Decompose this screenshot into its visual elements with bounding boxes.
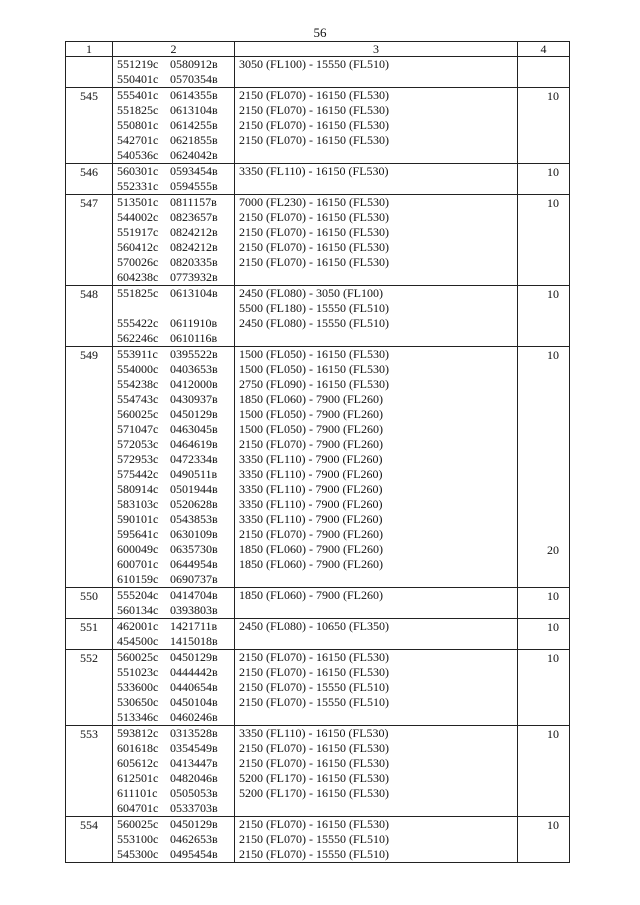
latitude: 555401с (117, 88, 159, 102)
altitude-range: 2150 (FL070) - 16150 (FL530) (239, 118, 389, 132)
longitude: 0614255в (170, 118, 218, 132)
longitude: 1421711в (170, 619, 218, 633)
coordinate-line (117, 316, 234, 331)
altitude-range: 2150 (FL070) - 16150 (FL530) (239, 665, 389, 679)
value-cell (518, 195, 570, 286)
value-cell (518, 164, 570, 195)
altitude-range: 1850 (FL060) - 7900 (FL260) (239, 588, 383, 602)
longitude: 0463045в (170, 422, 218, 436)
coordinates-cell (113, 286, 235, 347)
value-cell (518, 57, 570, 88)
value-cell (518, 726, 570, 817)
coordinates-cell (113, 588, 235, 619)
latitude: 583103с (117, 497, 159, 511)
altitude-range: 1850 (FL060) - 7900 (FL260) (239, 542, 383, 556)
coordinate-line (117, 588, 234, 603)
longitude: 0413447в (170, 756, 218, 770)
altitude-cell (235, 57, 518, 88)
latitude: 604238с (117, 270, 159, 284)
coordinate-line (117, 118, 234, 133)
table-row (66, 588, 570, 619)
coordinate-line (117, 195, 234, 210)
coordinate-line (117, 741, 234, 756)
altitude-range: 2150 (FL070) - 15550 (FL510) (239, 680, 389, 694)
altitude-range: 3350 (FL110) - 16150 (FL530) (239, 164, 389, 178)
altitude-range: 2150 (FL070) - 7900 (FL260) (239, 527, 383, 541)
latitude: 550401с (117, 72, 159, 86)
longitude: 0630109в (170, 527, 218, 541)
coordinate-line (117, 347, 234, 362)
zone-number: 552 (66, 650, 113, 726)
longitude: 0403653в (170, 362, 218, 376)
value-cell (518, 650, 570, 726)
altitude-range: 2450 (FL080) - 15550 (FL510) (239, 316, 389, 330)
latitude: 551825с (117, 103, 159, 117)
longitude: 0395522в (170, 347, 218, 361)
latitude: 600701с (117, 557, 159, 571)
latitude: 560134с (117, 603, 159, 617)
coordinate-line (117, 512, 234, 527)
value: 10 (547, 196, 559, 210)
zone-number: 550 (66, 588, 113, 619)
altitude-range: 2150 (FL070) - 7900 (FL260) (239, 437, 383, 451)
header-col-1: 1 (66, 42, 113, 57)
coordinate-line (117, 619, 234, 634)
latitude: 560301с (117, 164, 159, 178)
coordinate-line (117, 103, 234, 118)
altitude-cell (235, 650, 518, 726)
coordinates-cell (113, 726, 235, 817)
longitude: 0354549в (170, 741, 218, 755)
value: 10 (547, 287, 559, 301)
longitude: 0543853в (170, 512, 218, 526)
header-col-2: 2 (113, 42, 235, 57)
latitude: 590101с (117, 512, 159, 526)
coordinate-line (117, 57, 234, 72)
header-col-4: 4 (518, 42, 570, 57)
latitude: 551825с (117, 286, 159, 300)
coordinate-line (117, 726, 234, 741)
latitude: 551917с (117, 225, 159, 239)
latitude: 611101с (117, 786, 158, 800)
altitude-range: 2150 (FL070) - 16150 (FL530) (239, 255, 389, 269)
altitude-range: 2450 (FL080) - 3050 (FL100) (239, 286, 383, 300)
longitude: 0644954в (170, 557, 218, 571)
longitude: 0472334в (170, 452, 218, 466)
altitude-range: 3350 (FL110) - 7900 (FL260) (239, 452, 383, 466)
zone-number: 547 (66, 195, 113, 286)
latitude: 571047с (117, 422, 159, 436)
latitude: 575442с (117, 467, 159, 481)
altitude-cell (235, 88, 518, 164)
value: 10 (547, 165, 559, 179)
altitude-range: 5200 (FL170) - 16150 (FL530) (239, 786, 389, 800)
zone-number: 548 (66, 286, 113, 347)
table-row (66, 347, 570, 588)
value: 10 (547, 620, 559, 634)
coordinates-cell (113, 88, 235, 164)
coordinates-cell (113, 347, 235, 588)
longitude: 0414704в (170, 588, 218, 602)
coordinates-cell (113, 619, 235, 650)
latitude: 554000с (117, 362, 159, 376)
longitude: 0440654в (170, 680, 218, 694)
latitude: 554238с (117, 377, 159, 391)
longitude: 0580912в (170, 57, 218, 71)
coordinate-line (117, 286, 234, 301)
coordinate-line (117, 756, 234, 771)
latitude: 544002с (117, 210, 159, 224)
longitude: 0495454в (170, 847, 218, 861)
value-cell (518, 619, 570, 650)
latitude: 572953с (117, 452, 159, 466)
longitude: 0464619в (170, 437, 218, 451)
value-cell (518, 286, 570, 347)
coordinate-line (117, 164, 234, 179)
altitude-range: 7000 (FL230) - 16150 (FL530) (239, 195, 389, 209)
value-cell (518, 588, 570, 619)
altitude-range: 1850 (FL060) - 7900 (FL260) (239, 557, 383, 571)
latitude: 550801с (117, 118, 159, 132)
latitude: 610159с (117, 572, 159, 586)
coordinate-line (117, 210, 234, 225)
latitude: 530650с (117, 695, 159, 709)
altitude-cell (235, 164, 518, 195)
altitude-range: 2150 (FL070) - 16150 (FL530) (239, 210, 389, 224)
table-row (66, 619, 570, 650)
longitude: 0613104в (170, 103, 218, 117)
latitude: 612501с (117, 771, 159, 785)
coordinate-line (117, 362, 234, 377)
airspace-table (65, 41, 570, 863)
longitude: 0593454в (170, 164, 218, 178)
longitude: 0610116в (170, 331, 218, 345)
altitude-cell (235, 588, 518, 619)
table-row (66, 726, 570, 817)
altitude-range: 3350 (FL110) - 7900 (FL260) (239, 512, 383, 526)
value: 10 (547, 348, 559, 362)
latitude: 533600с (117, 680, 159, 694)
latitude: 553911с (117, 347, 158, 361)
coordinate-line (117, 240, 234, 255)
coordinate-line (117, 786, 234, 801)
coordinate-line (117, 148, 234, 163)
coordinate-line (117, 710, 234, 725)
coordinate-line (117, 497, 234, 512)
value-cell (518, 347, 570, 588)
coordinate-line (117, 695, 234, 710)
table-row (66, 164, 570, 195)
longitude: 0450129в (170, 650, 218, 664)
latitude: 551023с (117, 665, 159, 679)
altitude-cell (235, 195, 518, 286)
latitude: 555422с (117, 316, 159, 330)
longitude: 0533703в (170, 801, 218, 815)
table-body (66, 57, 570, 863)
latitude: 551219с (117, 57, 159, 71)
coordinate-line (117, 527, 234, 542)
coordinate-line (117, 452, 234, 467)
altitude-range: 1500 (FL050) - 16150 (FL530) (239, 362, 389, 376)
coordinate-line (117, 634, 234, 649)
altitude-range: 2150 (FL070) - 16150 (FL530) (239, 225, 389, 239)
altitude-range: 2150 (FL070) - 16150 (FL530) (239, 133, 389, 147)
longitude: 0773932в (170, 270, 218, 284)
coordinate-line (117, 665, 234, 680)
altitude-range: 2150 (FL070) - 16150 (FL530) (239, 240, 389, 254)
altitude-range: 2150 (FL070) - 16150 (FL530) (239, 88, 389, 102)
coordinate-line (117, 437, 234, 452)
longitude: 0393803в (170, 603, 218, 617)
altitude-range: 1500 (FL050) - 7900 (FL260) (239, 407, 383, 421)
longitude: 0570354в (170, 72, 218, 86)
coordinate-line (117, 572, 234, 587)
zone-number: 553 (66, 726, 113, 817)
value: 10 (547, 727, 559, 741)
value: 10 (547, 589, 559, 603)
altitude-range: 1500 (FL050) - 16150 (FL530) (239, 347, 389, 361)
altitude-range: 2150 (FL070) - 16150 (FL530) (239, 650, 389, 664)
longitude: 0490511в (170, 467, 218, 481)
zone-number: 551 (66, 619, 113, 650)
zone-number: 545 (66, 88, 113, 164)
zone-number: 549 (66, 347, 113, 588)
altitude-range: 3350 (FL110) - 16150 (FL530) (239, 726, 389, 740)
longitude: 0505053в (170, 786, 218, 800)
coordinate-line (117, 422, 234, 437)
altitude-range: 2150 (FL070) - 16150 (FL530) (239, 741, 389, 755)
zone-number: 554 (66, 817, 113, 863)
latitude: 462001с (117, 619, 159, 633)
latitude: 555204с (117, 588, 159, 602)
altitude-range: 2750 (FL090) - 16150 (FL530) (239, 377, 389, 391)
longitude: 0450129в (170, 407, 218, 421)
longitude: 0313528в (170, 726, 218, 740)
table-row (66, 57, 570, 88)
zone-number (66, 57, 113, 88)
altitude-range: 3350 (FL110) - 7900 (FL260) (239, 467, 383, 481)
coordinate-line (117, 72, 234, 87)
altitude-range: 2150 (FL070) - 16150 (FL530) (239, 103, 389, 117)
altitude-cell (235, 347, 518, 588)
zone-number: 546 (66, 164, 113, 195)
coordinate-line (117, 392, 234, 407)
value-cell (518, 817, 570, 863)
latitude: 600049с (117, 542, 159, 556)
value: 10 (547, 651, 559, 665)
table-row (66, 650, 570, 726)
latitude: 560025с (117, 817, 159, 831)
latitude: 552331с (117, 179, 159, 193)
coordinates-cell (113, 817, 235, 863)
latitude: 554743с (117, 392, 159, 406)
longitude: 0450104в (170, 695, 218, 709)
longitude: 0690737в (170, 572, 218, 586)
latitude: 605612с (117, 756, 159, 770)
header-row (66, 42, 570, 57)
latitude: 570026с (117, 255, 159, 269)
coordinate-line (117, 542, 234, 557)
altitude-range: 3350 (FL110) - 7900 (FL260) (239, 497, 383, 511)
latitude: 513501с (117, 195, 159, 209)
longitude: 0624042в (170, 148, 218, 162)
latitude: 601618с (117, 741, 159, 755)
coordinate-line (117, 301, 234, 316)
header-col-3: 3 (235, 42, 518, 57)
longitude: 0450129в (170, 817, 218, 831)
value: 10 (547, 89, 559, 103)
altitude-range: 3050 (FL100) - 15550 (FL510) (239, 57, 389, 71)
latitude: 560025с (117, 650, 159, 664)
coordinate-line (117, 817, 234, 832)
latitude: 604701с (117, 801, 159, 815)
altitude-cell (235, 817, 518, 863)
longitude: 0823657в (170, 210, 218, 224)
page-number: 56 (313, 25, 327, 40)
longitude: 0811157в (170, 195, 217, 209)
longitude: 0824212в (170, 240, 218, 254)
latitude: 593812с (117, 726, 159, 740)
altitude-range: 5200 (FL170) - 16150 (FL530) (239, 771, 389, 785)
coordinate-line (117, 331, 234, 346)
coordinate-line (117, 133, 234, 148)
latitude: 545300с (117, 847, 159, 861)
longitude: 0621855в (170, 133, 218, 147)
coordinate-line (117, 377, 234, 392)
coordinate-line (117, 482, 234, 497)
latitude: 580914с (117, 482, 159, 496)
coordinate-line (117, 801, 234, 816)
table-row (66, 286, 570, 347)
latitude: 540536с (117, 148, 159, 162)
longitude: 0462653в (170, 832, 218, 846)
longitude: 0444442в (170, 665, 218, 679)
latitude: 562246с (117, 331, 159, 345)
latitude: 560025с (117, 407, 159, 421)
altitude-range: 2150 (FL070) - 15550 (FL510) (239, 695, 389, 709)
altitude-range: 2150 (FL070) - 16150 (FL530) (239, 756, 389, 770)
altitude-range: 2150 (FL070) - 16150 (FL530) (239, 817, 389, 831)
latitude: 513346с (117, 710, 159, 724)
coordinate-line (117, 270, 234, 285)
longitude: 0501944в (170, 482, 218, 496)
coordinate-line (117, 771, 234, 786)
longitude: 0594555в (170, 179, 218, 193)
longitude: 0820335в (170, 255, 218, 269)
longitude: 0635730в (170, 542, 218, 556)
coordinate-line (117, 225, 234, 240)
value-cell (518, 88, 570, 164)
latitude: 553100с (117, 832, 159, 846)
coordinates-cell (113, 650, 235, 726)
longitude: 0613104в (170, 286, 218, 300)
table-row (66, 88, 570, 164)
longitude: 1415018в (170, 634, 218, 648)
value: 10 (547, 818, 559, 832)
latitude: 560412с (117, 240, 159, 254)
longitude: 0430937в (170, 392, 218, 406)
coordinate-line (117, 847, 234, 862)
value: 20 (547, 543, 559, 557)
altitude-range: 1850 (FL060) - 7900 (FL260) (239, 392, 383, 406)
longitude: 0824212в (170, 225, 218, 239)
longitude: 0611910в (170, 316, 218, 330)
coordinate-line (117, 603, 234, 618)
latitude: 542701с (117, 133, 159, 147)
altitude-range: 3350 (FL110) - 7900 (FL260) (239, 482, 383, 496)
altitude-range: 2150 (FL070) - 15550 (FL510) (239, 832, 389, 846)
longitude: 0614355в (170, 88, 218, 102)
altitude-cell (235, 286, 518, 347)
coordinate-line (117, 88, 234, 103)
coordinate-line (117, 650, 234, 665)
coordinate-line (117, 557, 234, 572)
coordinate-line (117, 407, 234, 422)
latitude: 454500с (117, 634, 159, 648)
altitude-range: 1500 (FL050) - 7900 (FL260) (239, 422, 383, 436)
latitude: 595641с (117, 527, 159, 541)
coordinate-line (117, 832, 234, 847)
coordinates-cell (113, 57, 235, 88)
coordinates-cell (113, 164, 235, 195)
latitude: 572053с (117, 437, 159, 451)
table-row (66, 195, 570, 286)
altitude-cell (235, 619, 518, 650)
altitude-range: 5500 (FL180) - 15550 (FL510) (239, 301, 389, 315)
coordinate-line (117, 680, 234, 695)
longitude: 0460246в (170, 710, 218, 724)
longitude: 0520628в (170, 497, 218, 511)
coordinate-line (117, 255, 234, 270)
coordinate-line (117, 179, 234, 194)
table-row (66, 817, 570, 863)
longitude: 0412000в (170, 377, 218, 391)
altitude-cell (235, 726, 518, 817)
altitude-range: 2450 (FL080) - 10650 (FL350) (239, 619, 389, 633)
longitude: 0482046в (170, 771, 218, 785)
coordinate-line (117, 467, 234, 482)
coordinates-cell (113, 195, 235, 286)
altitude-range: 2150 (FL070) - 15550 (FL510) (239, 847, 389, 861)
